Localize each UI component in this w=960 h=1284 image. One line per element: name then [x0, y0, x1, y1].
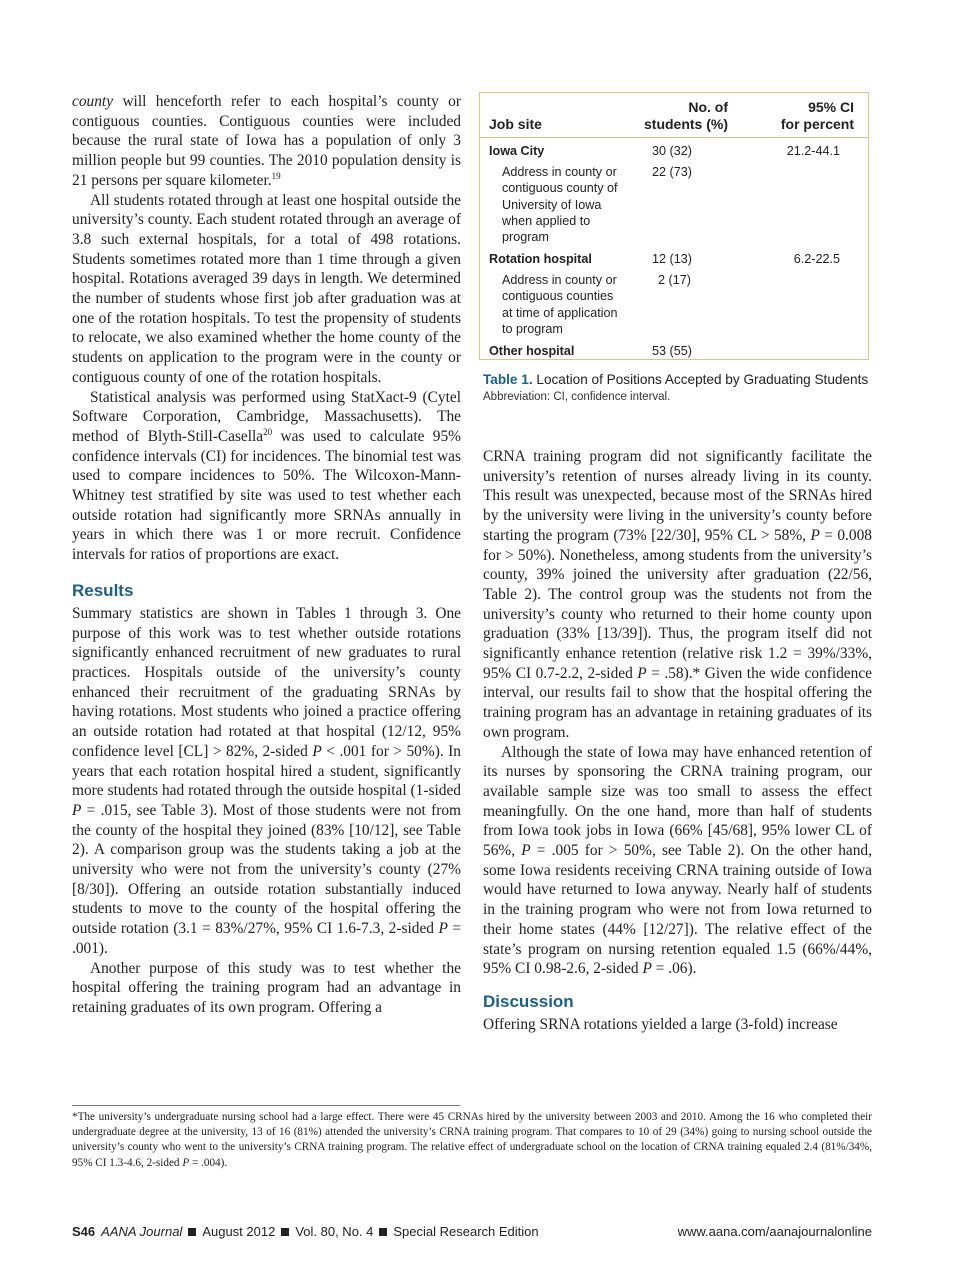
header-line: No. of	[688, 99, 728, 115]
paragraph-text: was used to calculate 95% confidence intervals (CI) for incidences. The binomial test was used to compare incidences to 50%. The Wilcoxon-Mann-Whitney test stratified by site was used to test whether each outside rotation had significantly more SRNAs annually in years in which there was 1 or more recruit. Confidence intervals for ratios of proportions are exact.	[72, 427, 462, 564]
cell-ci: 6.2-22.5	[793, 252, 840, 266]
paragraph-text: will henceforth refer to each hospital’s county or contiguous counties. Contiguous counties were included because the rural state of Iowa has a population of only 3 million people but 99 counties. The 2010 population density is 21 persons per square kilometer.	[72, 93, 461, 189]
left-column	[72, 92, 461, 1018]
caption-abbreviation: Abbreviation: CI, confidence interval.	[483, 391, 671, 403]
paragraph	[72, 388, 461, 565]
paragraph	[483, 743, 872, 979]
cell-n: 53 (55)	[652, 344, 692, 358]
italic-term: county	[72, 93, 114, 110]
right-column	[483, 447, 872, 1035]
footnote-text: The university’s undergraduate nursing school had a large effect. There were 45 CRNAs hired by the university between 2003 and 2010. Among the 16 who completed their undergraduate degree at the university, 13 of 16 (81%) attended the university’s CRNA training program. That compares to 10 of 29 (34%) going to nursing school outside the university’s county who went to the university’s CRNA training program. The relative effect of undergraduate school on the location of CRNA training equaled 2.4 (81%/34%, 95% CI 1.3-4.6, 2-sided	[72, 1111, 872, 1169]
paragraph-text: CRNA training program did not significantly facilitate the university’s retention of nurses already living in its county. This result was unexpected, because most of the SRNAs hired by the university were living in the university’s county before starting the program (73% [22/30], 95% CL > 58%,	[483, 448, 872, 544]
cell-n: 12 (13)	[652, 252, 692, 266]
journal-url: www.aana.com/aanajournalonline	[677, 1224, 872, 1239]
footnote-divider	[72, 1105, 460, 1106]
table-caption	[483, 370, 875, 405]
table-1	[479, 92, 869, 360]
paragraph-text: = .015, see Table 3). Most of those students were not from the county of the hospital they joined (83% [10/12], see Table 2). A comparison group was the students taking a job at the university who were not from the university’s county (27% [8/30]). Offering an outside rotation substantially induced students to move to the county of the hospital offering the outside rotation (3.1 = 83%/27%, 95% CI 1.6-7.3, 2-sided	[72, 801, 461, 938]
p-symbol: P	[637, 664, 647, 682]
p-symbol: P	[312, 742, 322, 760]
cell-site: Address in county or contiguous counties at time of application to program	[502, 273, 618, 336]
header-job-site: Job site	[489, 116, 542, 132]
p-symbol: P	[72, 801, 82, 819]
paragraph: Offering SRNA rotations yielded a large (3-fold) increase	[483, 1015, 838, 1033]
square-bullet-icon	[188, 1228, 196, 1236]
square-bullet-icon	[379, 1228, 387, 1236]
footnote-text: = .004).	[189, 1156, 228, 1169]
paragraph-text: Statistical analysis was performed using StatXact-9 (Cytel Software Corporation, Cambridge, Massachusetts). The method of Blyth-Still-Casella	[72, 388, 461, 445]
caption-text: Location of Positions Accepted by Graduating Students	[532, 372, 869, 387]
paragraph-text: = 0.008 for > 50%). Nonetheless, among students from the university’s county, 39% joined the university after graduation (22/56, Table 2). The control group was the students not from the university’s county who returned to their home county upon graduation (33% [13/39]). Thus, the program itself did not significantly enhance retention (relative risk 1.2 = 39%/33%, 95% CI 0.7-2.2, 2-sided	[483, 526, 872, 682]
header-line: 95% CI	[808, 99, 854, 115]
results-heading: Results	[72, 580, 134, 600]
cell-site: Iowa City	[489, 144, 545, 158]
p-symbol: P	[438, 920, 448, 938]
header-line: for percent	[780, 116, 854, 132]
paragraph-text: = .005 for > 50%, see Table 2). On the other hand, some Iowa residents receiving CRNA training outside of Iowa would have returned to Iowa anyway. Nearly half of students in the training program who were not from Iowa returned to their home states (44% [12/27]). The relative effect of the state’s program on nursing retention equaled 1.5 (66%/44%, 95% CI 0.98-2.6, 2-sided	[483, 842, 872, 978]
caption-label: Table 1.	[483, 372, 533, 387]
reference-superscript: 20	[263, 426, 273, 437]
paragraph-text: = .001).	[72, 920, 462, 957]
cell-site: Rotation hospital	[489, 252, 592, 266]
cell-ci: 21.2-44.1	[786, 144, 840, 158]
p-symbol: P	[642, 960, 652, 978]
paragraph-text: < .001 for > 50%). In years that each rotation hospital hired a student, significantly more students had rotated through the outside hospital (1-sided	[72, 742, 461, 800]
page-footer	[72, 1224, 872, 1242]
cell-site: Address in county or contiguous county of University of Iowa when applied to program	[502, 165, 618, 245]
paragraph-text: Summary statistics are shown in Tables 1 through 3. One purpose of this work was to test whether outside rotations significantly enhanced recruitment of new graduates to rural practices. Hospitals outside of the university’s county enhanced their recruitment of the graduating SRNAs by having rotations. Most students who joined a practice offering an outside rotation had rotated at that hospital (12/12, 95% confidence level [CL] > 82%, 2-sided	[72, 604, 461, 760]
footer-left	[72, 1224, 539, 1239]
paragraph: All students rotated through at least one hospital outside the university’s county. Each student rotated through an average of 3.8 such external hospitals, for a total of 498 rotations. Students sometimes rotated more than 1 time through a given hospital. Rotations averaged 39 days in length. We determined the number of students whose first job after graduation was at one of the rotation hospitals. To test the propensity of students to relocate, we also examined whether the home county of the students on application to the program were in the county or contiguous county of one of the rotation hospitals.	[72, 191, 461, 386]
p-symbol: P	[810, 526, 820, 544]
edition-info: Special Research Edition	[393, 1224, 539, 1239]
table-header	[480, 93, 868, 138]
footnote-mark: *	[72, 1111, 78, 1123]
discussion-heading: Discussion	[483, 991, 574, 1011]
header-line: students (%)	[644, 116, 728, 132]
paragraph-text: Although the state of Iowa may have enhanced retention of its nurses by sponsoring the CRNA training program, our available sample size was too small to assess the effect meaningfully. On the one hand, more than half of students from Iowa took jobs in Iowa (66% [45/68], 95% lower CL of 56%,	[483, 743, 872, 860]
paragraph	[72, 604, 461, 959]
cell-n: 30 (32)	[652, 144, 692, 158]
header-ci	[744, 99, 854, 133]
footnote	[72, 1110, 872, 1171]
paragraph	[72, 92, 461, 191]
journal-name: AANA Journal	[101, 1224, 183, 1239]
reference-superscript: 19	[271, 170, 281, 181]
cell-site: Other hospital	[489, 344, 575, 358]
page-number: S46	[72, 1224, 96, 1239]
header-no-students	[626, 99, 728, 133]
p-symbol: P	[521, 842, 531, 860]
volume-info: Vol. 80, No. 4	[295, 1224, 374, 1239]
paragraph-text: = .06).	[651, 960, 697, 978]
issue-date: August 2012	[202, 1224, 276, 1239]
paragraph: Another purpose of this study was to test whether the hospital offering the training program had an advantage in retaining graduates of its own program. Offering a	[72, 959, 461, 1016]
paragraph-text: = .58).* Given the wide confidence interval, our results fail to show that the hospital offering the training program has an advantage in retaining graduates of its own program.	[483, 664, 872, 741]
square-bullet-icon	[281, 1228, 289, 1236]
paragraph	[483, 447, 872, 743]
cell-n: 2 (17)	[658, 273, 691, 287]
cell-n: 22 (73)	[652, 165, 692, 179]
p-symbol: P	[182, 1156, 190, 1169]
caption-title	[483, 370, 875, 389]
